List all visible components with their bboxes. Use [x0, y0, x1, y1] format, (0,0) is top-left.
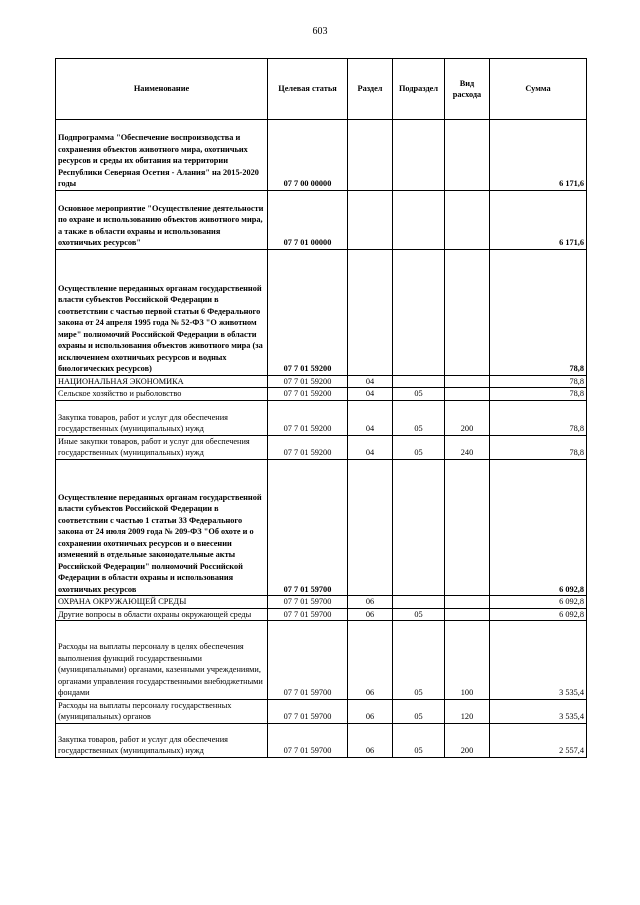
cell-name: Иные закупки товаров, работ и услуг для обеспечения государственных (муниципальных) нужд: [56, 435, 268, 459]
cell-section: 06: [348, 723, 393, 757]
cell-name: Другие вопросы в области охраны окружающей среды: [56, 608, 268, 621]
table-row: [56, 375, 587, 388]
cell-target: 07 7 01 59700: [268, 699, 348, 723]
table-row: [56, 120, 587, 191]
header-subsection: Подраздел: [393, 59, 445, 120]
cell-section: 06: [348, 699, 393, 723]
header-amount: Сумма: [490, 59, 587, 120]
cell-subsection: 05: [393, 400, 445, 435]
table-row: [56, 400, 587, 435]
cell-expense-type: 100: [445, 621, 490, 700]
cell-target: 07 7 01 59700: [268, 459, 348, 596]
cell-section: [348, 249, 393, 375]
cell-target: 07 7 01 59200: [268, 388, 348, 401]
cell-amount: 6 092,8: [490, 596, 587, 609]
cell-section: 04: [348, 400, 393, 435]
cell-subsection: 05: [393, 723, 445, 757]
cell-subsection: 05: [393, 388, 445, 401]
cell-expense-type: 200: [445, 400, 490, 435]
header-expense-type: Вид расхода: [445, 59, 490, 120]
cell-subsection: 05: [393, 621, 445, 700]
cell-section: 04: [348, 388, 393, 401]
cell-subsection: 05: [393, 608, 445, 621]
cell-subsection: [393, 120, 445, 191]
cell-subsection: [393, 375, 445, 388]
cell-subsection: [393, 249, 445, 375]
table-row: [56, 435, 587, 459]
cell-amount: 6 171,6: [490, 190, 587, 249]
table-row: [56, 621, 587, 700]
cell-expense-type: [445, 596, 490, 609]
cell-target: 07 7 01 59700: [268, 723, 348, 757]
budget-table: [55, 58, 587, 758]
cell-target: 07 7 01 59200: [268, 400, 348, 435]
table-row: [56, 249, 587, 375]
cell-name: Закупка товаров, работ и услуг для обеспечения государственных (муниципальных) нужд: [56, 723, 268, 757]
cell-expense-type: [445, 375, 490, 388]
cell-target: 07 7 01 59700: [268, 621, 348, 700]
cell-name: ОХРАНА ОКРУЖАЮЩЕЙ СРЕДЫ: [56, 596, 268, 609]
cell-target: 07 7 00 00000: [268, 120, 348, 191]
cell-subsection: [393, 459, 445, 596]
cell-name: Сельское хозяйство и рыболовство: [56, 388, 268, 401]
table-row: [56, 190, 587, 249]
cell-name: Осуществление переданных органам государственной власти субъектов Российской Федерации в соответствии с частью первой статьи 6 Федерального закона от 24 апреля 1995 года № 52-ФЗ "О животном мире" полномочий Российской Федерации в области охраны и использования объектов животного мира (за исключением охотничьих ресурсов и водных биологических ресурсов): [56, 249, 268, 375]
cell-name: НАЦИОНАЛЬНАЯ ЭКОНОМИКА: [56, 375, 268, 388]
cell-amount: 78,8: [490, 400, 587, 435]
cell-amount: 78,8: [490, 435, 587, 459]
cell-expense-type: 200: [445, 723, 490, 757]
header-name: Наименование: [56, 59, 268, 120]
table-row: [56, 608, 587, 621]
cell-name: Осуществление переданных органам государственной власти субъектов Российской Федерации в соответствии с частью 1 статьи 33 Федерального закона от 24 июля 2009 года № 209-ФЗ "Об охоте и о сохранении охотничьих ресурсов и о внесении изменений в отдельные законодательные акты Российской Федерации" полномочий Российской Федерации в области охраны и использования охотничьих ресурсов: [56, 459, 268, 596]
cell-section: 04: [348, 375, 393, 388]
cell-amount: 6 171,6: [490, 120, 587, 191]
header-target: Целевая статья: [268, 59, 348, 120]
cell-target: 07 7 01 59200: [268, 435, 348, 459]
table-row: [56, 459, 587, 596]
cell-name: Закупка товаров, работ и услуг для обеспечения государственных (муниципальных) нужд: [56, 400, 268, 435]
cell-target: 07 7 01 59700: [268, 608, 348, 621]
cell-section: 06: [348, 596, 393, 609]
cell-amount: 78,8: [490, 249, 587, 375]
cell-amount: 78,8: [490, 375, 587, 388]
table-row: [56, 699, 587, 723]
table-row: [56, 723, 587, 757]
cell-subsection: [393, 190, 445, 249]
table-header-row: [56, 59, 587, 120]
header-section: Раздел: [348, 59, 393, 120]
table-row: [56, 596, 587, 609]
cell-name: Расходы на выплаты персоналу государственных (муниципальных) органов: [56, 699, 268, 723]
table-row: [56, 388, 587, 401]
cell-expense-type: [445, 388, 490, 401]
cell-target: 07 7 01 00000: [268, 190, 348, 249]
cell-section: 06: [348, 608, 393, 621]
cell-name: Основное мероприятие "Осуществление деятельности по охране и использованию объектов животного мира, а также в области охраны и использования охотничьих ресурсов": [56, 190, 268, 249]
cell-target: 07 7 01 59200: [268, 375, 348, 388]
cell-subsection: 05: [393, 435, 445, 459]
cell-expense-type: [445, 249, 490, 375]
cell-target: 07 7 01 59200: [268, 249, 348, 375]
cell-section: [348, 459, 393, 596]
cell-expense-type: [445, 190, 490, 249]
cell-amount: 78,8: [490, 388, 587, 401]
cell-name: Расходы на выплаты персоналу в целях обеспечения выполнения функций государственными (муниципальными) органами, казенными учреждениями, органами управления государственными внебюджетными фондами: [56, 621, 268, 700]
cell-name: Подпрограмма "Обеспечение воспроизводства и сохранения объектов животного мира, охотничьих ресурсов и среды их обитания на территории Республики Северная Осетия - Алания" на 2015-2020 годы: [56, 120, 268, 191]
cell-section: [348, 120, 393, 191]
cell-amount: 2 557,4: [490, 723, 587, 757]
table-body: [56, 120, 587, 758]
cell-amount: 6 092,8: [490, 608, 587, 621]
cell-subsection: [393, 596, 445, 609]
cell-expense-type: 120: [445, 699, 490, 723]
cell-subsection: 05: [393, 699, 445, 723]
cell-section: 04: [348, 435, 393, 459]
cell-amount: 3 535,4: [490, 699, 587, 723]
cell-amount: 3 535,4: [490, 621, 587, 700]
cell-expense-type: 240: [445, 435, 490, 459]
cell-expense-type: [445, 608, 490, 621]
cell-section: 06: [348, 621, 393, 700]
cell-expense-type: [445, 459, 490, 596]
cell-amount: 6 092,8: [490, 459, 587, 596]
cell-expense-type: [445, 120, 490, 191]
cell-section: [348, 190, 393, 249]
page-number: 603: [312, 26, 328, 37]
cell-target: 07 7 01 59700: [268, 596, 348, 609]
